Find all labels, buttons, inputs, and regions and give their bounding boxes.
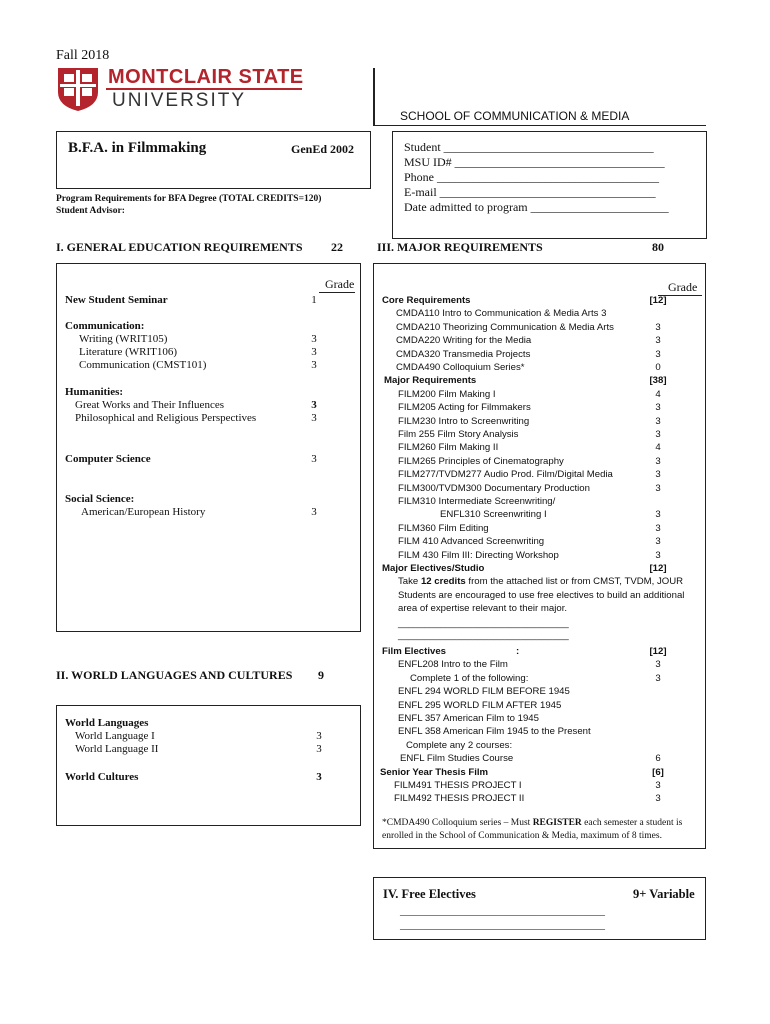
list-item: Literature (WRIT106): [79, 346, 178, 358]
credit-value: 3: [655, 549, 661, 561]
new-student-seminar: New Student Seminar: [65, 294, 168, 306]
grade-rule: [319, 292, 355, 293]
credit-value: 3: [311, 453, 317, 465]
credit-value: 3: [311, 346, 317, 358]
course-item: CMDA210 Theorizing Communication & Media Arts: [396, 321, 614, 333]
credit-value: 3: [655, 415, 661, 427]
credit-value: 3: [655, 469, 661, 481]
colloquium-footnote-line2: enrolled in the School of Communication & Media, maximum of 8 times.: [382, 831, 662, 841]
instruction-part: 12 credits: [420, 576, 466, 588]
free-electives-heading: IV. Free Electives: [383, 887, 476, 901]
course-item: CMDA220 Writing for the Media: [396, 335, 532, 347]
program-title: B.F.A. in Filmmaking: [68, 140, 207, 156]
credit-value: 3: [655, 793, 661, 805]
core-requirements-heading: Core Requirements: [382, 295, 471, 306]
film-electives-colon: :: [516, 646, 520, 658]
gen-ed-box: [56, 263, 361, 632]
credit-value: 3: [311, 359, 317, 371]
electives-note: area of expertise relevant to their major.: [398, 603, 568, 615]
course-item: FILM260 Film Making II: [398, 442, 499, 454]
student-field[interactable]: Student ___________________________________: [404, 140, 654, 154]
world-cultures: World Cultures: [65, 771, 139, 783]
credit-value: [6]: [652, 766, 664, 778]
instruction-part: from the attached list or from CMST, TVDM, JOUR: [465, 576, 684, 588]
term-label: Fall 2018: [56, 48, 110, 63]
logo-line1: MONTCLAIR STATE: [108, 66, 304, 88]
school-name: SCHOOL OF COMMUNICATION & MEDIA: [400, 109, 630, 123]
course-item: FILM300/TVDM300 Documentary Production: [398, 482, 590, 494]
credit-value: [12]: [649, 563, 667, 574]
credit-value: 3: [655, 522, 661, 534]
credit-value: 3: [655, 335, 661, 347]
world-lang-box: [56, 705, 361, 826]
course-item: CMDA490 Colloquium Series*: [396, 362, 525, 373]
credit-value: 4: [655, 388, 661, 400]
credit-value: 3: [655, 509, 661, 521]
date-admitted-field[interactable]: Date admitted to program _______________________: [404, 200, 669, 214]
school-rule: [373, 125, 706, 126]
credit-value: 3: [316, 771, 322, 783]
humanities-heading: Humanities:: [65, 386, 124, 398]
course-item: ENFL 357 American Film to 1945: [398, 713, 539, 725]
email-field[interactable]: E-mail ____________________________________: [404, 185, 656, 199]
course-item: ENFL 295 WORLD FILM AFTER 1945: [398, 699, 562, 711]
logo-line2: UNIVERSITY: [112, 90, 247, 111]
program-requirements: Program Requirements for BFA Degree (TOTAL CREDITS=120): [56, 194, 322, 204]
credit-value: 3: [655, 321, 661, 333]
major-requirements-heading: Major Requirements: [384, 375, 477, 387]
credit-value: 3: [316, 730, 322, 742]
credit-value: 3: [655, 429, 661, 440]
thesis-heading: Senior Year Thesis Film: [380, 766, 489, 778]
footnote-part: REGISTER: [532, 817, 582, 828]
credit-value: 3: [655, 780, 661, 792]
course-item: FILM310 Intermediate Screenwriting/: [398, 496, 556, 507]
course-item: CMDA110 Intro to Communication & Media Arts 3: [396, 308, 607, 320]
credit-value: 3: [655, 672, 661, 684]
grade-label: Grade: [325, 277, 355, 291]
header-divider: [373, 68, 375, 126]
list-item: American/European History: [81, 506, 206, 518]
elective-blank: ________________________________: [398, 617, 569, 629]
computer-science: Computer Science: [65, 453, 151, 465]
course-item: Film 255 Film Story Analysis: [398, 429, 519, 440]
free-elective-blank[interactable]: _________________________________________: [400, 906, 605, 917]
course-item: FILM230 Intro to Screenwriting: [398, 415, 530, 427]
world-lang-heading: II. WORLD LANGUAGES AND CULTURES: [56, 668, 293, 682]
instruction-part: Take: [398, 576, 421, 588]
major-heading: III. MAJOR REQUIREMENTS: [377, 240, 543, 254]
course-item: ENFL 358 American Film 1945 to the Present: [398, 726, 591, 738]
colloquium-footnote: [382, 818, 682, 828]
credit-value: 4: [655, 442, 661, 454]
msu-id-field[interactable]: MSU ID# ___________________________________: [404, 155, 665, 169]
major-course-list: [374, 295, 705, 845]
list-item: World Language I: [75, 730, 155, 742]
elective-blank: ________________________________: [398, 630, 569, 641]
credit-value: 3: [311, 506, 317, 518]
credit-value: 3: [311, 412, 317, 424]
list-item: Communication (CMST101): [79, 359, 207, 371]
credit-value: 3: [655, 455, 661, 467]
university-logo: [56, 66, 306, 116]
major-electives-heading: Major Electives/Studio: [382, 563, 485, 574]
credit-value: 3: [311, 399, 317, 411]
grade-label: Grade: [668, 280, 698, 294]
gen-ed-credits: 22: [331, 240, 343, 254]
course-item: FILM492 THESIS PROJECT II: [394, 793, 525, 805]
major-credits: 80: [652, 240, 664, 254]
electives-note: Students are encouraged to use free electives to build an additional: [398, 589, 685, 601]
world-languages-heading: World Languages: [65, 717, 149, 729]
course-item: ENFL310 Screenwriting I: [440, 509, 547, 521]
course-item: ENFL 294 WORLD FILM BEFORE 1945: [398, 686, 570, 698]
list-item: Philosophical and Religious Perspectives: [75, 412, 257, 424]
footnote-part: each semester a student is: [581, 817, 683, 828]
shield-icon: [56, 66, 100, 112]
course-item: FILM 410 Advanced Screenwriting: [398, 536, 545, 548]
film-electives-heading: Film Electives: [382, 646, 446, 658]
course-item: ENFL208 Intro to the Film: [398, 659, 508, 671]
credit-value: 3: [655, 348, 661, 360]
credit-value: 3: [655, 536, 661, 548]
communication-heading: Communication:: [65, 320, 145, 332]
credit-value: 3: [311, 333, 317, 345]
program-box: [56, 131, 371, 189]
credit-value: 3: [655, 659, 661, 671]
course-item: FILM205 Acting for Filmmakers: [398, 402, 531, 414]
gen-ed-heading: I. GENERAL EDUCATION REQUIREMENTS: [56, 240, 303, 254]
credit-value: 3: [316, 743, 322, 755]
course-item: CMDA320 Transmedia Projects: [396, 348, 531, 360]
course-item: Complete any 2 courses:: [406, 739, 513, 751]
electives-instruction: [398, 576, 683, 587]
course-item: FILM 430 Film III: Directing Workshop: [398, 549, 559, 561]
credit-value: [12]: [649, 646, 667, 658]
course-item: FILM277/TVDM277 Audio Prod. Film/Digital Media: [398, 469, 613, 481]
list-item: Great Works and Their Influences: [75, 399, 224, 411]
major-box: [373, 263, 706, 849]
credit-value: [38]: [649, 375, 667, 387]
footnote-part: *CMDA490 Colloquium series – Must: [382, 817, 533, 828]
credit-value: 3: [655, 402, 661, 414]
credit-value: 3: [655, 482, 661, 494]
credit-value: 0: [655, 362, 661, 373]
list-item: Writing (WRIT105): [79, 333, 168, 345]
credit-value: 6: [655, 753, 661, 765]
course-item: FILM265 Principles of Cinematography: [398, 455, 564, 467]
list-item: World Language II: [75, 743, 159, 755]
gened-label: GenEd 2002: [291, 142, 355, 156]
student-info-box: [392, 131, 707, 239]
credit-value: [12]: [649, 295, 667, 306]
student-advisor: Student Advisor:: [56, 206, 125, 216]
credit-value: 1: [311, 294, 317, 306]
world-lang-credits: 9: [318, 668, 324, 682]
free-elective-blank[interactable]: _________________________________________: [400, 920, 605, 931]
course-item: FILM491 THESIS PROJECT I: [394, 780, 522, 792]
phone-field[interactable]: Phone _____________________________________: [404, 170, 659, 184]
course-item: Complete 1 of the following:: [410, 672, 529, 684]
free-electives-box: [373, 877, 706, 940]
free-electives-credits: 9+ Variable: [633, 887, 695, 901]
course-item: FILM360 Film Editing: [398, 522, 489, 534]
social-science-heading: Social Science:: [65, 493, 135, 505]
course-item: ENFL Film Studies Course: [400, 753, 514, 765]
course-item: FILM200 Film Making I: [398, 388, 496, 400]
